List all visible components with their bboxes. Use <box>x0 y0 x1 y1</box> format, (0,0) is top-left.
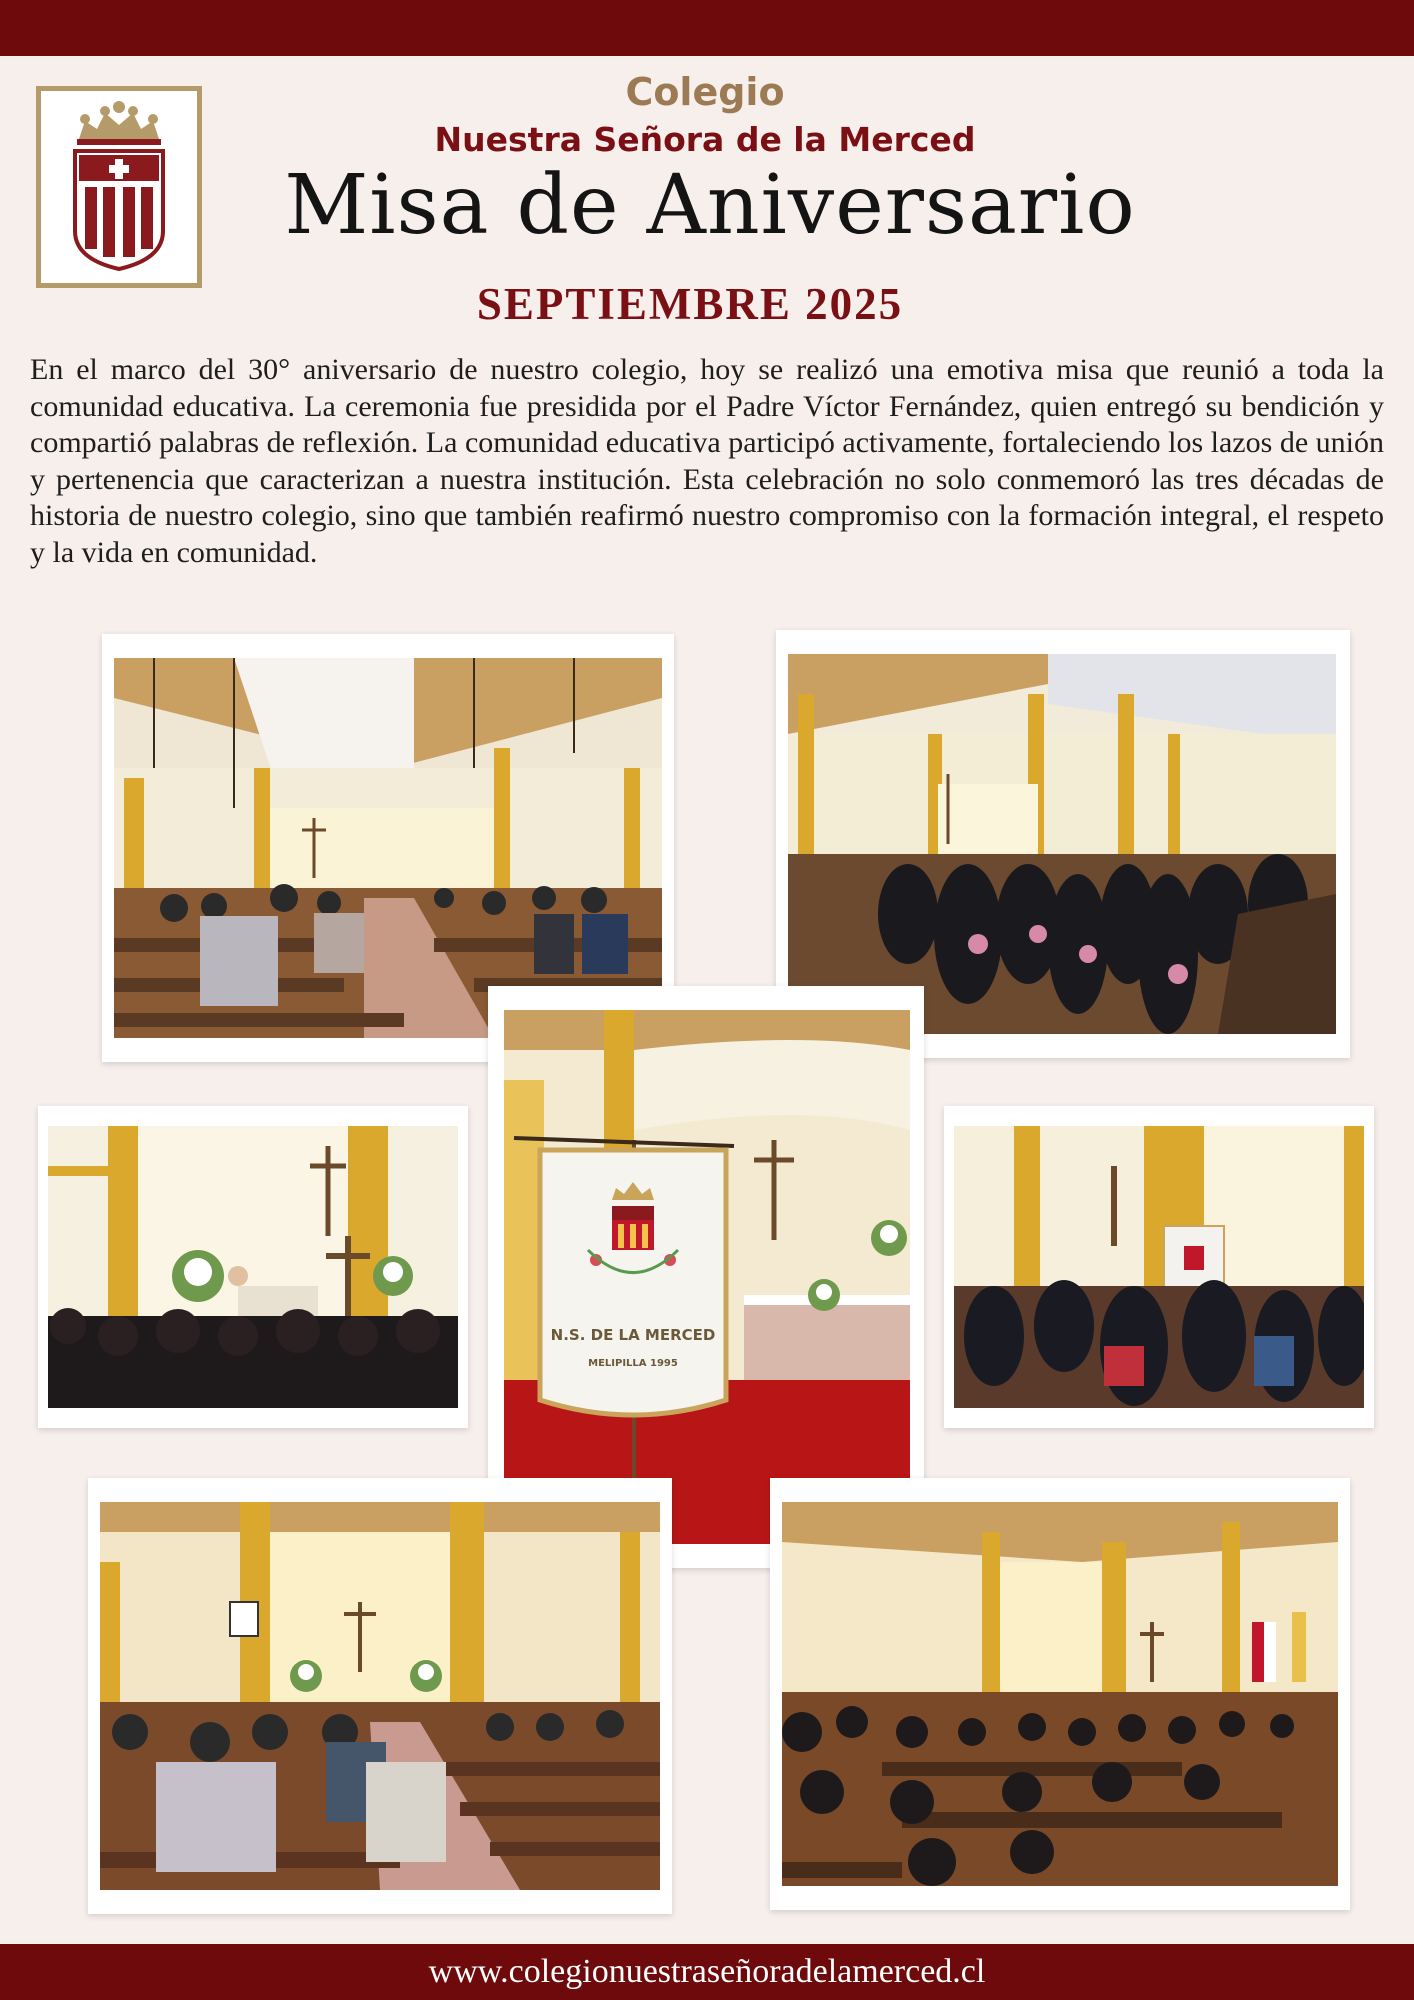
article-paragraph: En el marco del 30° aniversario de nuestro colegio, hoy se realizó una emotiva misa que reunió a toda la comunidad educativa. La ceremonia fue presidida por el Padre Víctor Fernández, quien entregó su bendición y compartió palabras de reflexión. La comunidad educativa participó activamente, fortaleciendo los lazos de unión y pertenencia que caracterizan a nuestra institución. Esta celebración no solo conmemoró las tres décadas de historia de nuestro colegio, sino que también reafirmó nuestro compromiso con la formación integral, el respeto y la vida en comunidad. <box>30 353 1384 569</box>
footer-bar <box>0 1944 1414 2000</box>
church-interior-image <box>788 654 1336 1034</box>
school-logo <box>36 86 202 288</box>
church-interior-image <box>504 1010 910 1544</box>
school-name-line2: Nuestra Señora de la Merced <box>434 120 976 159</box>
school-name-line1: Colegio <box>625 70 785 114</box>
church-interior-image <box>48 1126 458 1408</box>
photo-altar-priest <box>38 1106 468 1428</box>
church-interior-image <box>100 1502 660 1890</box>
church-interior-image <box>114 658 662 1038</box>
coat-of-arms-icon <box>41 91 197 283</box>
website-link[interactable]: www.colegionuestraseñoradelamerced.cl <box>428 1953 986 1990</box>
top-bar <box>0 0 1414 56</box>
page-title: Misa de Aniversario <box>284 158 1136 253</box>
church-interior-image <box>782 1502 1338 1886</box>
banner-line1: N.S. DE LA MERCED <box>550 1326 716 1344</box>
photo-congregation-right <box>770 1478 1350 1910</box>
photo-congregation-left <box>88 1478 672 1914</box>
banner-line2: MELIPILLA 1995 <box>588 1358 678 1369</box>
photo-students-banner <box>944 1106 1374 1428</box>
church-interior-image <box>954 1126 1364 1408</box>
page-subtitle: SEPTIEMBRE 2025 <box>476 279 904 329</box>
